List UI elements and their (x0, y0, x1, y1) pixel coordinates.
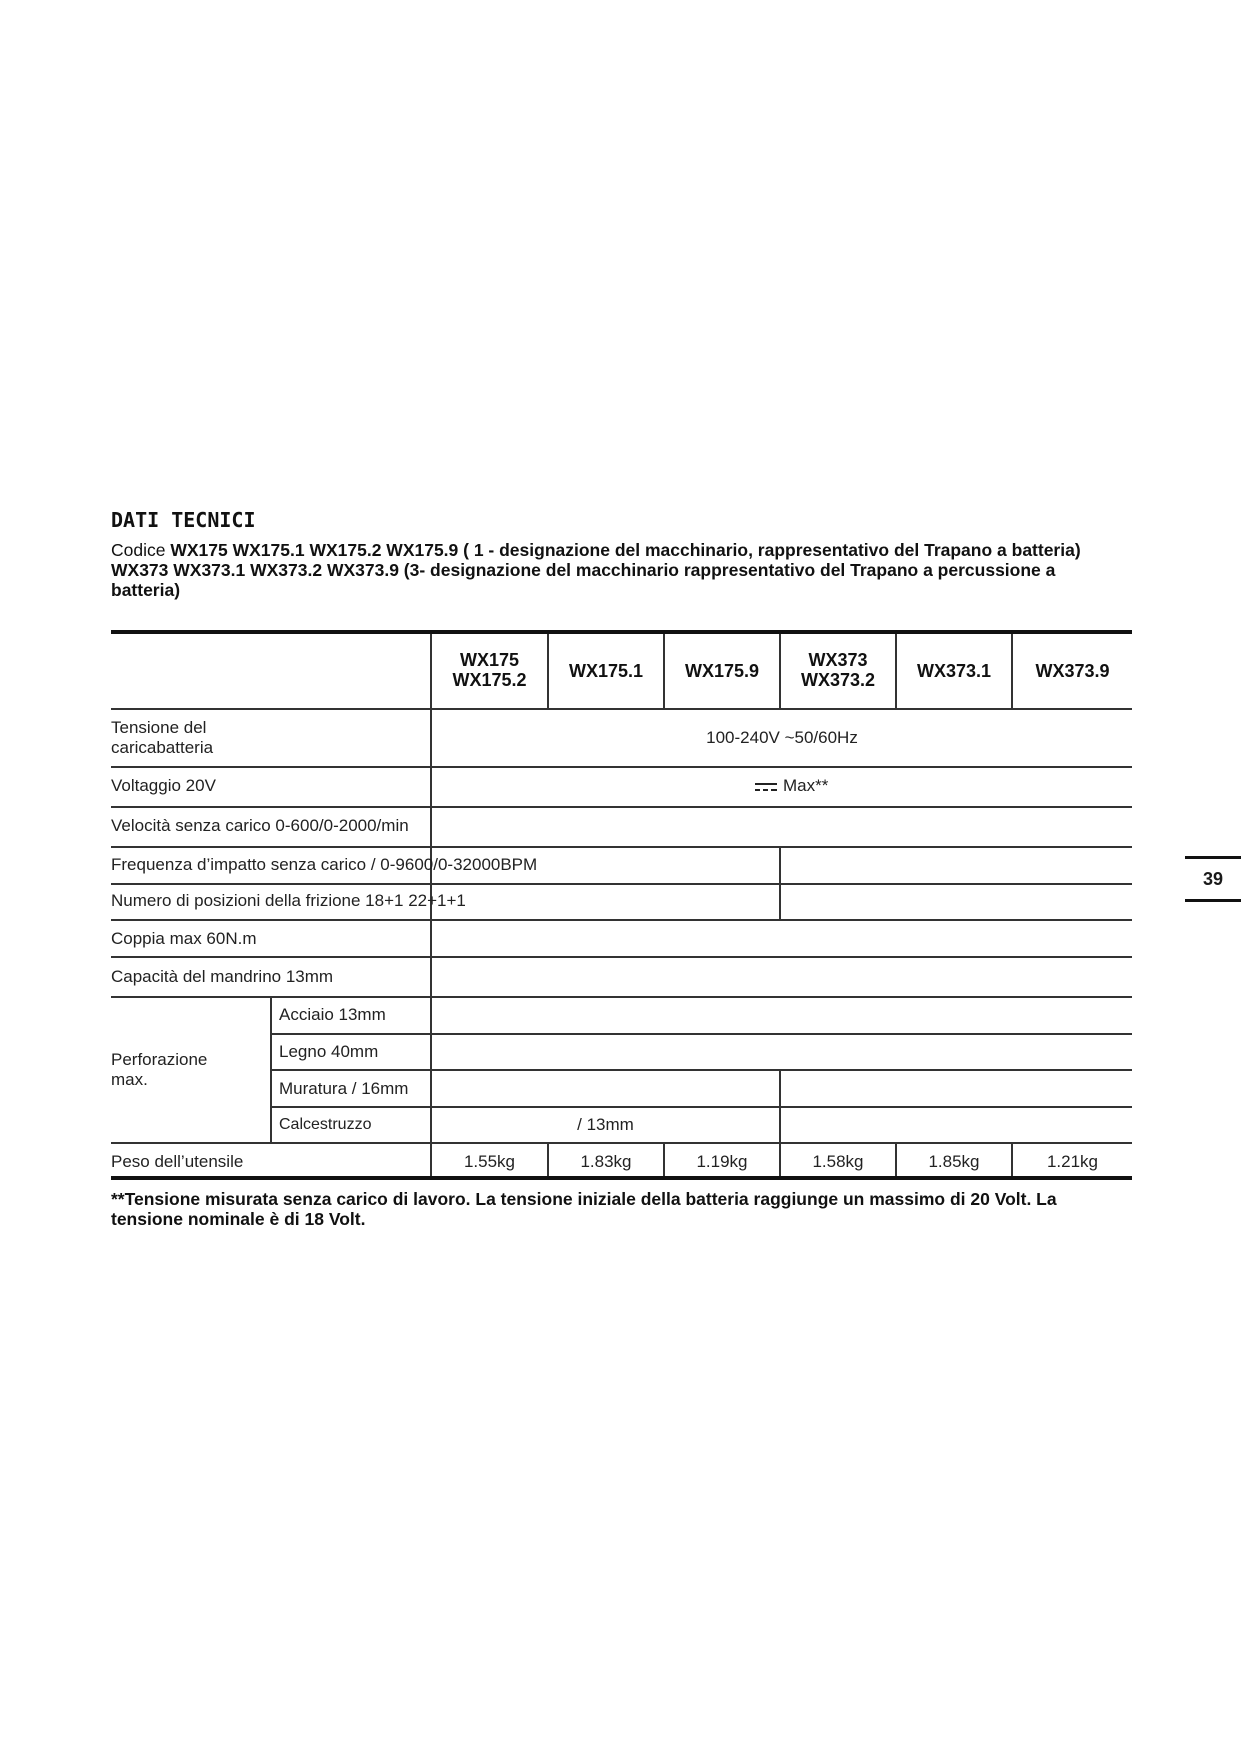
chuck-label: Capacità del mandrino 13mm (111, 967, 334, 986)
intro-line-2: WX373 WX373.1 WX373.2 WX373.9 (3- designazione del macchinario rappresentativo del Trapano a percussione a batteria) (111, 560, 1056, 600)
clutch-label: Numero di posizioni della frizione 18+1 22+1+1 (111, 891, 466, 910)
torque-label: Coppia max 60N.m (111, 929, 257, 948)
header-wx175 (432, 650, 547, 690)
table-top-rule (111, 630, 1132, 634)
row-divider (111, 883, 1132, 885)
weight-value: 1.21kg (1046, 1152, 1099, 1171)
row-divider (111, 956, 1132, 958)
voltage-value (755, 776, 828, 796)
weight-value: 1.85kg (928, 1152, 980, 1171)
col-divider (779, 846, 781, 919)
row-divider (270, 1033, 1132, 1035)
concrete-value: / 13mm (577, 1115, 634, 1134)
intro-text (111, 540, 1121, 600)
header-line: WX175.2 (452, 670, 527, 690)
label-line: caricabatteria (111, 738, 214, 757)
row-divider (111, 708, 1132, 710)
header-line: WX373.2 (800, 670, 876, 690)
concrete-label: Calcestruzzo (279, 1116, 372, 1133)
header-wx373-9: WX373.9 (1035, 661, 1110, 681)
col-divider (779, 1069, 781, 1142)
col-divider (270, 996, 272, 1142)
footnote: **Tensione misurata senza carico di lavoro. La tensione iniziale della batteria raggiunge un massimo di 20 Volt. La tensione nominale è di 18 Volt. (111, 1189, 1057, 1229)
header-wx175-9: WX175.9 (684, 661, 760, 681)
voltage-max: Max** (783, 776, 829, 795)
row-divider (111, 919, 1132, 921)
page-number-tab: 39 (1185, 856, 1241, 902)
header-wx175-1: WX175.1 (568, 661, 644, 681)
row-divider (111, 996, 1132, 998)
masonry-label: Muratura / 16mm (279, 1079, 409, 1098)
label-line: max. (111, 1070, 148, 1089)
row-divider (111, 1142, 1132, 1144)
row-divider (270, 1106, 1132, 1108)
steel-label: Acciaio 13mm (279, 1005, 386, 1024)
weight-value: 1.58kg (812, 1152, 864, 1171)
drilling-label (111, 1050, 207, 1090)
weight-value: 1.55kg (463, 1152, 516, 1171)
section-heading: DATI TECNICI (111, 508, 256, 532)
speed-label: Velocità senza carico 0-600/0-2000/min (111, 816, 409, 835)
weight-value: 1.83kg (580, 1152, 632, 1171)
wood-label: Legno 40mm (279, 1042, 379, 1061)
impact-label: Frequenza d’impatto senza carico / 0-9600/0-32000BPM (111, 855, 538, 874)
header-wx373 (781, 650, 895, 690)
weight-label: Peso dell’utensile (111, 1152, 244, 1171)
row-divider (111, 846, 1132, 848)
intro-line-1: WX175 WX175.1 WX175.2 WX175.9 ( 1 - designazione del macchinario, rappresentativo del Trapano a batteria) (170, 540, 1081, 560)
row-divider (270, 1069, 1132, 1071)
header-line: WX373 (808, 650, 868, 670)
code-label: Codice (111, 540, 166, 560)
row-divider (111, 806, 1132, 808)
header-wx373-1: WX373.1 (916, 661, 992, 681)
charger-label (111, 718, 213, 758)
label-line: Perforazione (111, 1050, 208, 1069)
row-divider (111, 766, 1132, 768)
dc-symbol-icon (755, 782, 777, 792)
label-line: Tensione del (111, 718, 207, 737)
table-bottom-rule (111, 1176, 1132, 1180)
voltage-label: Voltaggio 20V (111, 776, 216, 795)
header-line: WX175 (459, 650, 520, 670)
charger-value: 100-240V ~50/60Hz (706, 728, 858, 747)
weight-value: 1.19kg (696, 1152, 748, 1171)
